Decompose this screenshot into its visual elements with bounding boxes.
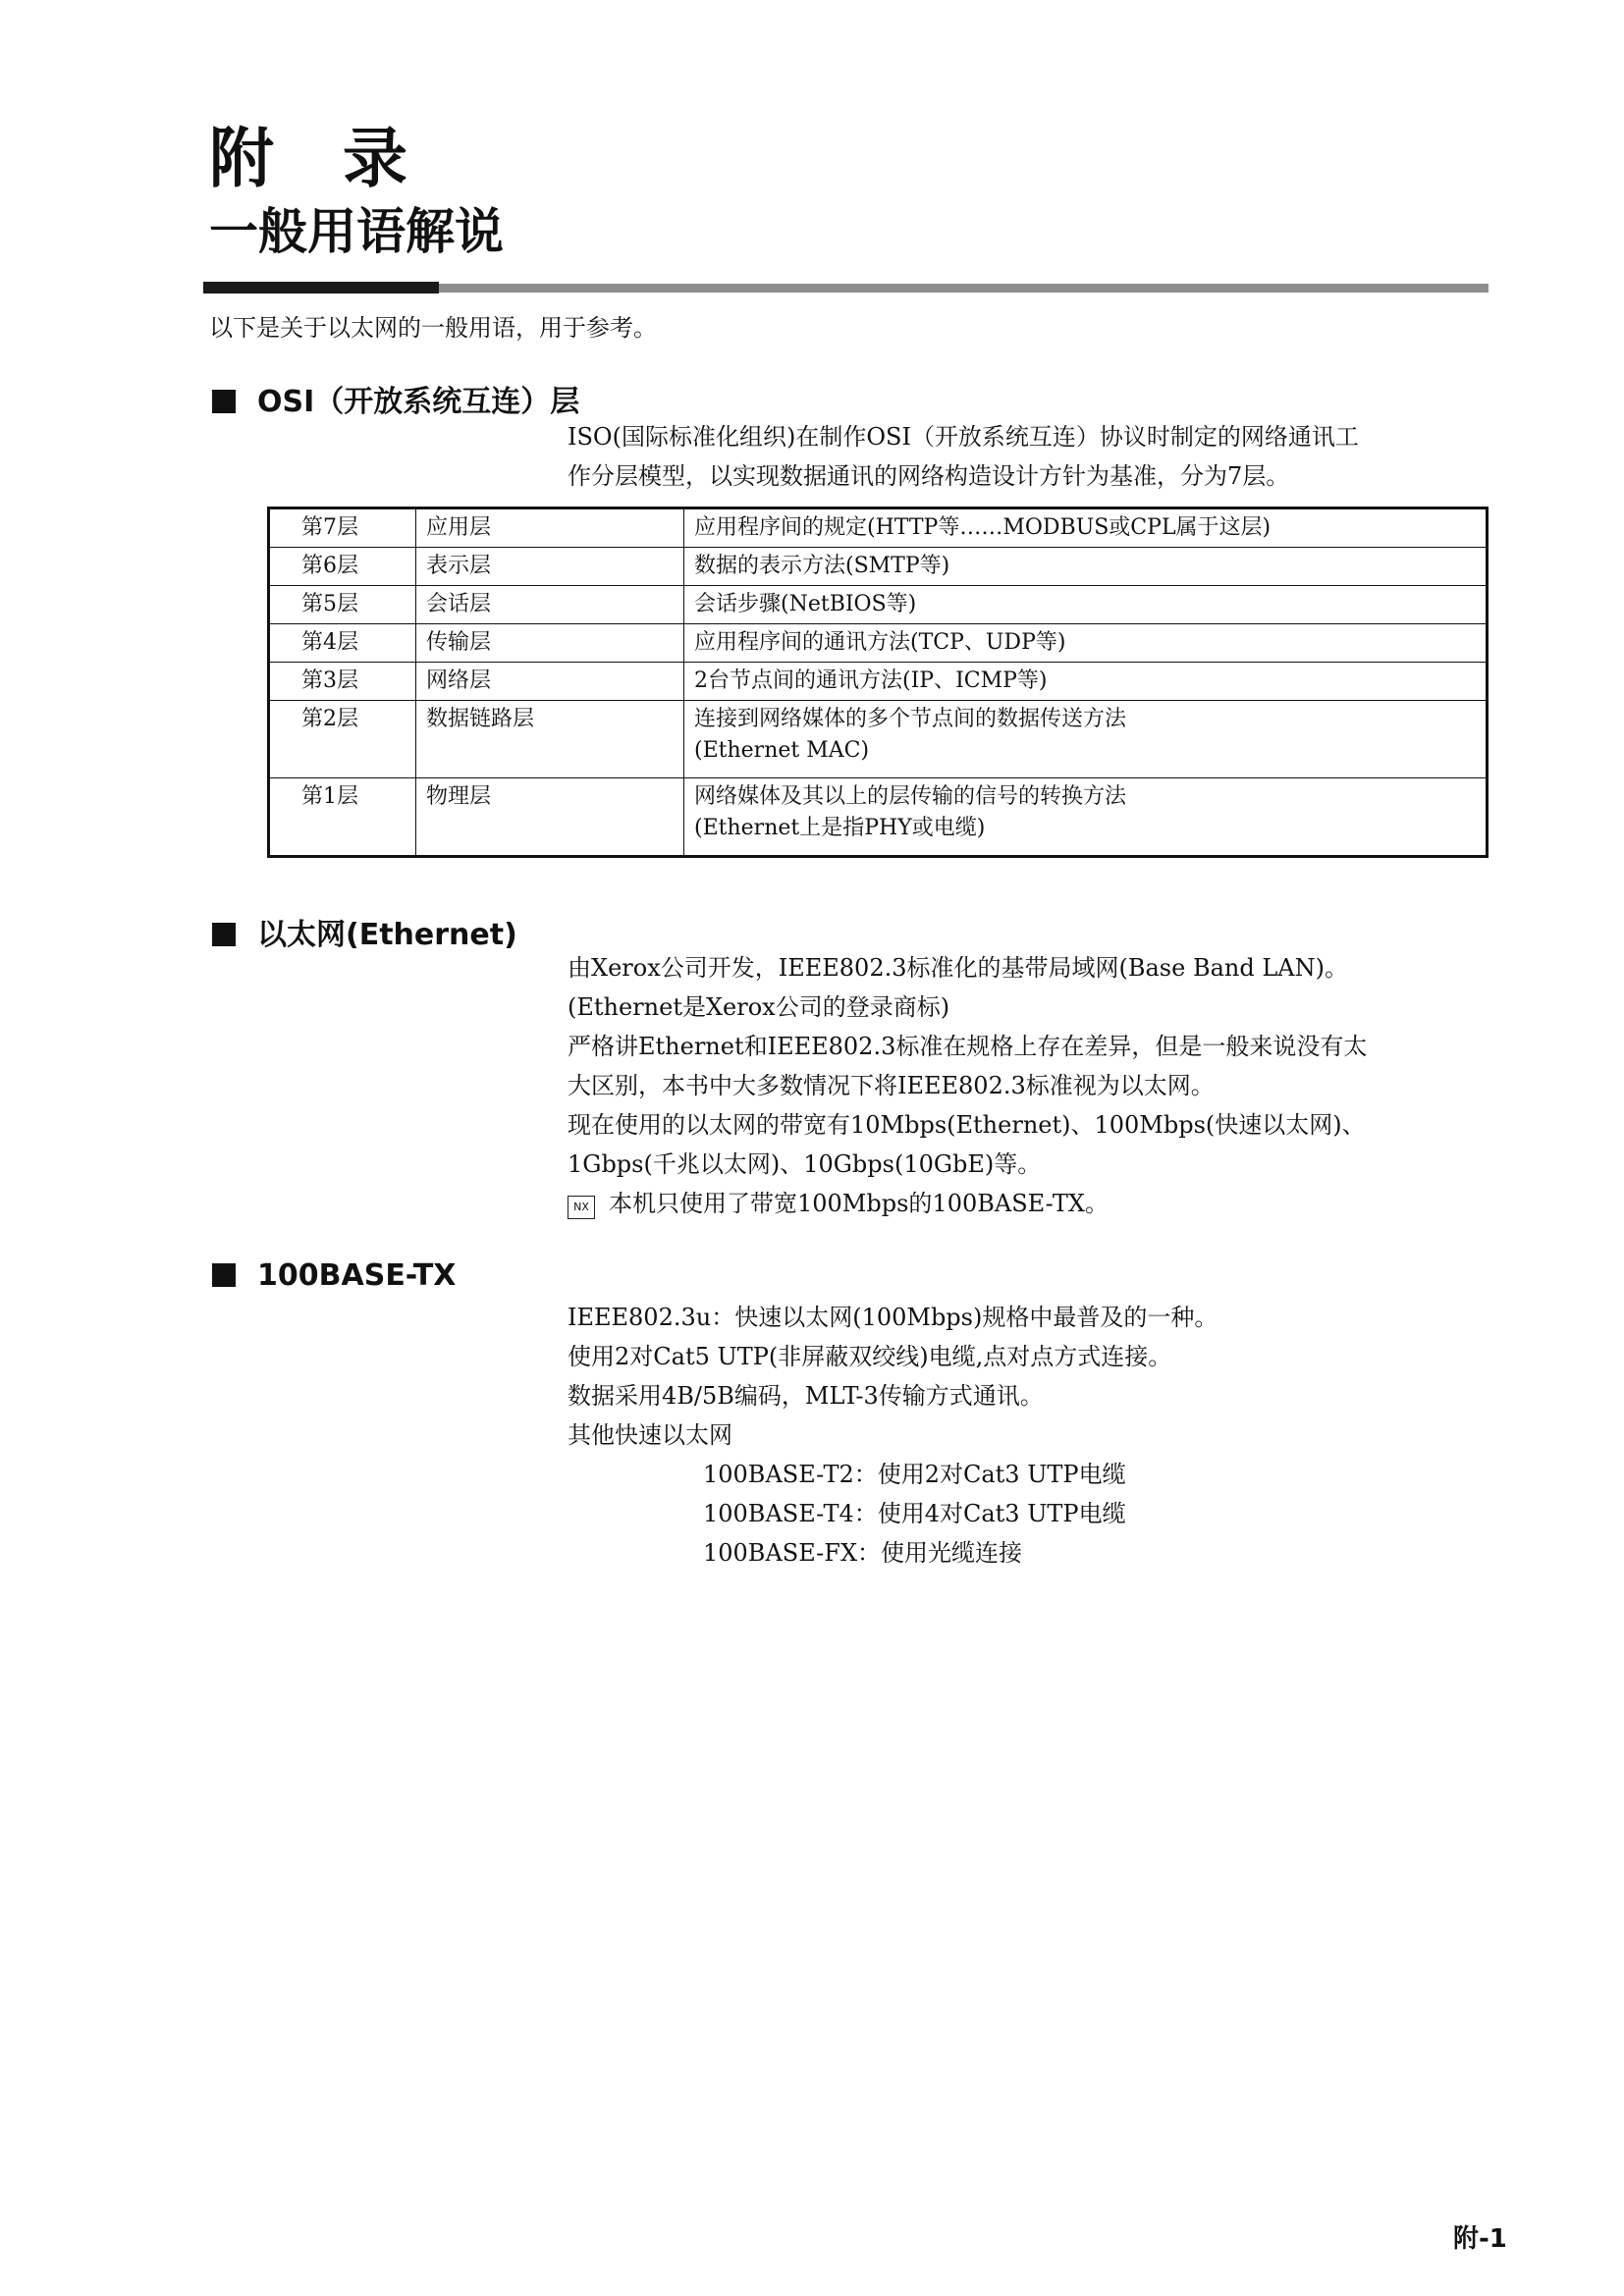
other-fast-ethernet-item: 100BASE-FX：使用光缆连接 (703, 1539, 1023, 1567)
other-fast-ethernet-item: 100BASE-T2：使用2对Cat3 UTP电缆 (703, 1461, 1126, 1488)
layer-number: 第3层 (269, 663, 416, 701)
layer-description (684, 548, 1488, 586)
100base-tx-heading-text: 100BASE-TX (257, 1258, 457, 1293)
intro-text: 以下是关于以太网的一般用语，用于参考。 (209, 314, 657, 342)
osi-description (568, 417, 1359, 496)
ethernet-line: 1Gbps(千兆以太网)、10Gbps(10GbE)等。 (568, 1150, 1042, 1178)
table-row (269, 778, 1488, 857)
layer-description (684, 778, 1488, 857)
layer-name: 应用层 (416, 508, 684, 548)
square-bullet-icon (212, 923, 236, 946)
table-row (269, 586, 1488, 624)
ethernet-line: 大区别，本书中大多数情况下将IEEE802.3标准视为以太网。 (568, 1072, 1215, 1099)
layer-description-line: 网络媒体及其以上的层传输的信号的转换方法 (694, 784, 1127, 809)
layer-description-line: (Ethernet MAC) (694, 738, 870, 763)
layer-description-line: 连接到网络媒体的多个节点间的数据传送方法 (694, 707, 1127, 731)
ethernet-note (568, 1184, 1367, 1223)
layer-description (684, 663, 1488, 701)
osi-description-line: 作分层模型，以实现数据通讯的网络构造设计方针为基准，分为7层。 (568, 462, 1290, 490)
layer-description-line: 应用程序间的规定(HTTP等……MODBUS或CPL属于这层) (694, 515, 1272, 540)
ethernet-section-heading (212, 910, 517, 953)
ethernet-line: 严格讲Ethernet和IEEE802.3标准在规格上存在差异，但是一般来说没有太 (568, 1033, 1368, 1060)
layer-description (684, 624, 1488, 663)
layer-number: 第1层 (269, 778, 416, 857)
ethernet-line: 由Xerox公司开发，IEEE802.3标准化的基带局域网(Base Band LAN)。 (568, 954, 1348, 982)
table-row (269, 548, 1488, 586)
other-fast-ethernet-item: 100BASE-T4：使用4对Cat3 UTP电缆 (703, 1500, 1126, 1527)
100base-tx-section-heading (212, 1258, 456, 1293)
layer-name: 传输层 (416, 624, 684, 663)
layer-name: 物理层 (416, 778, 684, 857)
ethernet-line: (Ethernet是Xerox公司的登录商标) (568, 993, 950, 1021)
100base-tx-line: 数据采用4B/5B编码，MLT-3传输方式通讯。 (568, 1382, 1044, 1410)
layer-number: 第6层 (269, 548, 416, 586)
layer-name: 表示层 (416, 548, 684, 586)
100base-tx-line: 使用2对Cat5 UTP(非屏蔽双绞线)电缆,点对点方式连接。 (568, 1343, 1172, 1370)
layer-description-line: 会话步骤(NetBIOS等) (694, 592, 917, 616)
glossary-subtitle: 一般用语解说 (209, 203, 504, 260)
osi-layer-table (267, 507, 1489, 858)
layer-description-line: 数据的表示方法(SMTP等) (694, 554, 950, 578)
layer-description-line: 应用程序间的通讯方法(TCP、UDP等) (694, 630, 1066, 655)
layer-description (684, 508, 1488, 548)
osi-description-line: ISO(国际标准化组织)在制作OSI（开放系统互连）协议时制定的网络通讯工 (568, 423, 1359, 451)
layer-description (684, 586, 1488, 624)
100base-tx-line: IEEE802.3u：快速以太网(100Mbps)规格中最普及的一种。 (568, 1304, 1218, 1331)
page-number: 附-1 (1453, 2224, 1507, 2254)
table-row (269, 701, 1488, 778)
header-rule-dark (203, 282, 439, 294)
ethernet-body (568, 948, 1367, 1223)
layer-name: 会话层 (416, 586, 684, 624)
table-row (269, 663, 1488, 701)
layer-description-line: 2台节点间的通讯方法(IP、ICMP等) (694, 668, 1048, 693)
table-row (269, 624, 1488, 663)
layer-description-line: (Ethernet上是指PHY或电缆) (694, 816, 986, 840)
layer-number: 第4层 (269, 624, 416, 663)
osi-section-heading (212, 377, 579, 420)
layer-number: 第5层 (269, 586, 416, 624)
ethernet-heading-text: 以太网(Ethernet) (257, 918, 517, 952)
square-bullet-icon (212, 1263, 236, 1287)
layer-description (684, 701, 1488, 778)
100base-tx-line: 其他快速以太网 (568, 1421, 732, 1449)
appendix-title: 附 录 (209, 121, 409, 196)
layer-number: 第2层 (269, 701, 416, 778)
100base-tx-body (568, 1298, 1218, 1573)
ethernet-note-text: 本机只使用了带宽100Mbps的100BASE-TX。 (609, 1190, 1109, 1217)
osi-heading-text: OSI（开放系统互连）层 (257, 385, 580, 419)
nx-note-icon: NX (568, 1196, 595, 1219)
ethernet-line: 现在使用的以太网的带宽有10Mbps(Ethernet)、100Mbps(快速以太网)、 (568, 1111, 1366, 1139)
square-bullet-icon (212, 390, 236, 413)
header-rule-gray (439, 284, 1489, 293)
layer-number: 第7层 (269, 508, 416, 548)
table-row (269, 508, 1488, 548)
layer-name: 网络层 (416, 663, 684, 701)
layer-name: 数据链路层 (416, 701, 684, 778)
